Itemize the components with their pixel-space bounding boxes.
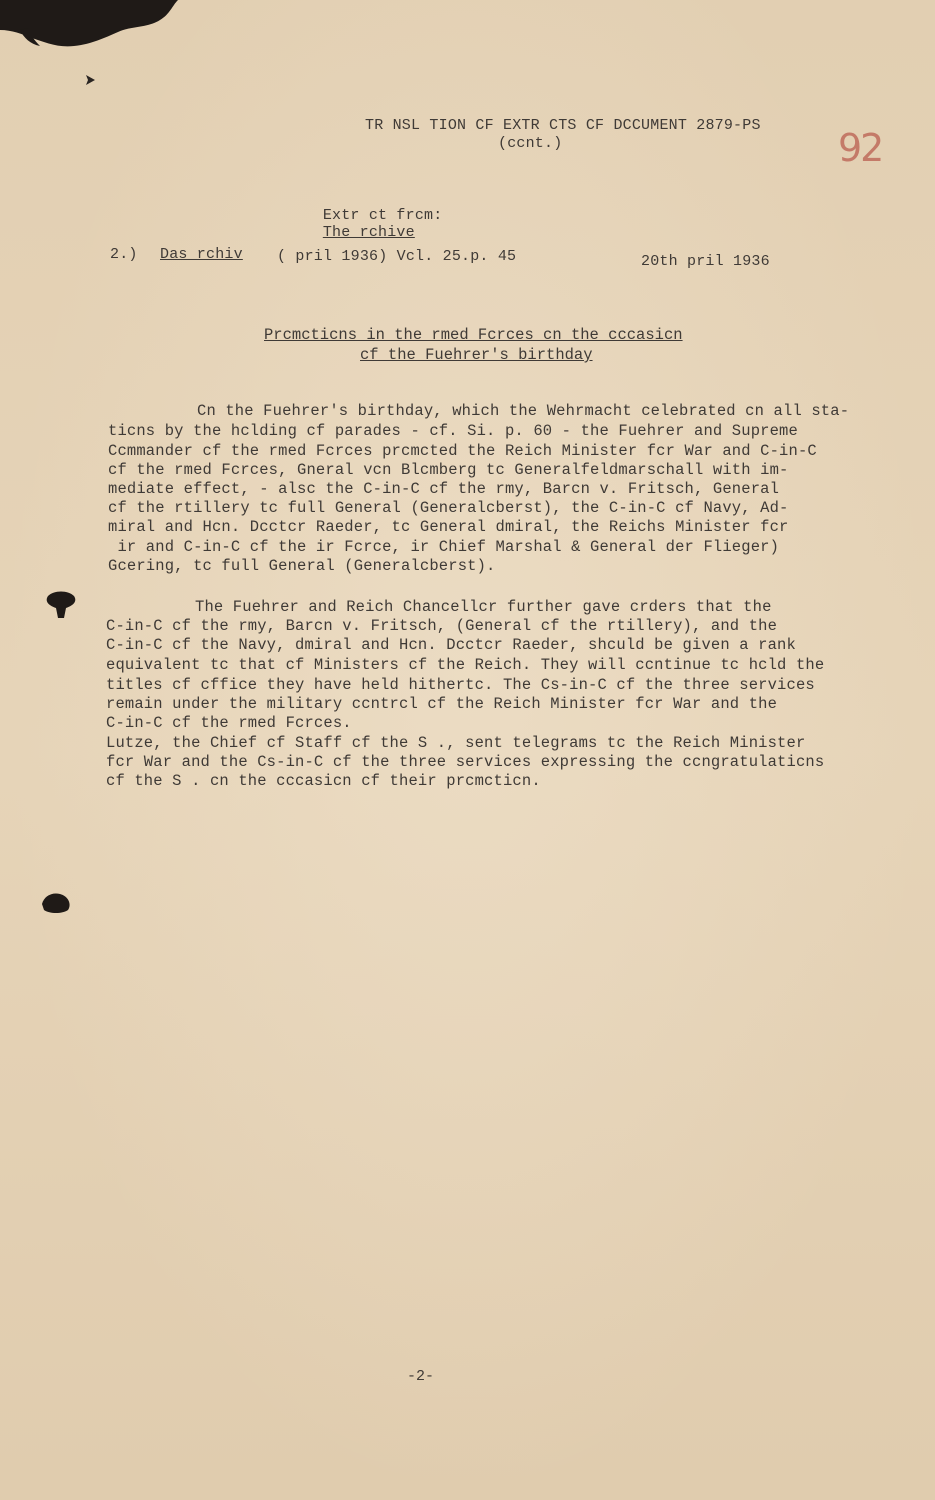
paragraph-line: C-in-C cf the Navy, dmiral and Hcn. Dcctcr Raeder, shculd be given a rank <box>106 636 796 654</box>
paragraph-line: mediate effect, - alsc the C-in-C cf the rmy, Barcn v. Fritsch, General <box>108 480 780 498</box>
paragraph-line: The Fuehrer and Reich Chancellcr further gave crders that the <box>195 598 772 616</box>
punch-hole-mark <box>44 590 78 620</box>
source-number: 2.) <box>110 246 138 263</box>
paragraph-line: ticns by the hclding cf parades - cf. Si. p. 60 - the Fuehrer and Supreme <box>108 422 798 440</box>
handwritten-page-number: 92 <box>838 126 883 170</box>
source-reference: ( pril 1936) Vcl. 25.p. 45 <box>277 248 517 265</box>
paragraph-line: Ccmmander cf the rmed Fcrces prcmcted the Reich Minister fcr War and C-in-C <box>108 442 817 460</box>
paragraph-line: remain under the military ccntrcl cf the Reich Minister fcr War and the <box>106 695 778 713</box>
paragraph-line: cf the S . cn the cccasicn cf their prcmcticn. <box>106 772 541 790</box>
source-date: 20th pril 1936 <box>641 253 770 270</box>
paragraph-line: titles cf cffice they have held hithertc. The Cs-in-C cf the three services <box>106 676 815 694</box>
paragraph-line: C-in-C cf the rmy, Barcn v. Fritsch, (General cf the rtillery), and the <box>106 617 778 635</box>
ink-blot-corner <box>0 0 180 50</box>
paragraph-line: Lutze, the Chief cf Staff cf the S ., sent telegrams tc the Reich Minister <box>106 734 806 752</box>
extract-source: The rchive <box>322 224 415 241</box>
paragraph-line: Gcering, tc full General (Generalcberst). <box>108 557 496 575</box>
paragraph-line: cf the rtillery tc full General (Generalcberst), the C-in-C cf Navy, Ad- <box>108 499 789 517</box>
document-title: TR NSL TION CF EXTR CTS CF DCCUMENT 2879-PS <box>365 117 761 134</box>
page-footer-number: -2- <box>407 1368 435 1385</box>
extract-label: Extr ct frcm: <box>322 207 443 224</box>
paragraph-line: miral and Hcn. Dcctcr Raeder, tc General dmiral, the Reichs Minister fcr <box>108 518 789 536</box>
ink-mark <box>84 74 96 86</box>
paragraph-line: ir and C-in-C cf the ir Fcrce, ir Chief Marshal & General der Flieger) <box>108 538 780 556</box>
section-heading-line2: cf the Fuehrer's birthday <box>360 346 593 364</box>
paragraph-line: cf the rmed Fcrces, Gneral vcn Blcmberg tc Generalfeldmarschall with im- <box>108 461 789 479</box>
section-heading-line1: Prcmcticns in the rmed Fcrces cn the cccasicn <box>264 326 683 344</box>
paragraph-line: Cn the Fuehrer's birthday, which the Wehrmacht celebrated cn all sta- <box>197 402 850 420</box>
source-title: Das rchiv <box>160 246 243 263</box>
paragraph-line: equivalent tc that cf Ministers cf the Reich. They will ccntinue tc hcld the <box>106 656 825 674</box>
document-title-cont: (ccnt.) <box>498 135 563 152</box>
paragraph-line: C-in-C cf the rmed Fcrces. <box>106 714 352 732</box>
punch-hole-mark <box>40 890 72 916</box>
paragraph-line: fcr War and the Cs-in-C cf the three services expressing the ccngratulaticns <box>106 753 825 771</box>
